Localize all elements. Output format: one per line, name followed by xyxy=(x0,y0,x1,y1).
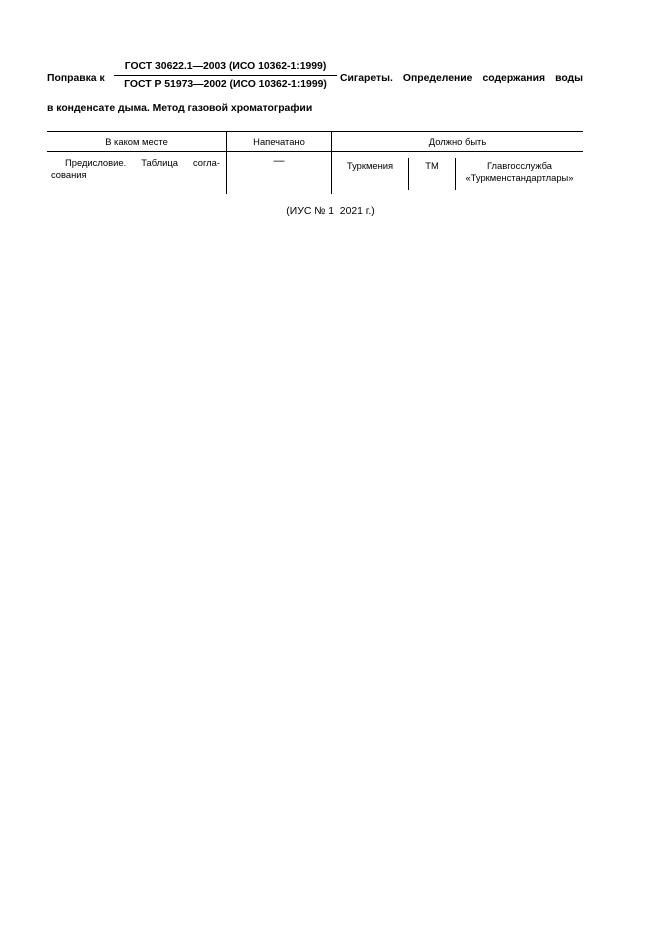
title-line-1 xyxy=(340,74,583,84)
national-body: Главгосслужба «Туркменстандартлары» xyxy=(455,158,583,190)
header-should-be: Должно быть xyxy=(332,132,584,152)
title-word: Определение xyxy=(402,73,473,84)
title-word: воды xyxy=(555,73,583,84)
standard-designations xyxy=(114,62,337,91)
printed-text: — xyxy=(273,155,285,167)
should-be-group xyxy=(332,158,583,190)
title-line-2: в конденсате дыма. Метод газовой хроматографии xyxy=(47,103,313,114)
correction-heading xyxy=(47,61,583,114)
table-header-row xyxy=(47,132,583,152)
cell-should-be xyxy=(332,152,584,195)
cell-where xyxy=(47,152,227,195)
correction-table xyxy=(47,131,583,194)
gost-bottom: ГОСТ Р 51973—2002 (ИСО 10362-1:1999) xyxy=(124,79,327,91)
title-word: Сигареты. xyxy=(340,73,393,84)
title-word: содержания xyxy=(482,73,546,84)
publication-source: (ИУС № 1 2021 г.) xyxy=(286,206,375,217)
where-text: Предисловие. Таблица согла-сования xyxy=(51,157,220,181)
header-printed: Напечатано xyxy=(227,132,332,152)
header-where: В каком месте xyxy=(47,132,227,152)
country-code: ТМ xyxy=(408,158,455,190)
cell-printed xyxy=(227,152,332,195)
country-name: Туркмения xyxy=(346,160,394,171)
table-row xyxy=(47,152,583,195)
heading-prefix: Поправка к xyxy=(47,73,105,84)
gost-top: ГОСТ 30622.1—2003 (ИСО 10362-1:1999) xyxy=(114,62,337,76)
